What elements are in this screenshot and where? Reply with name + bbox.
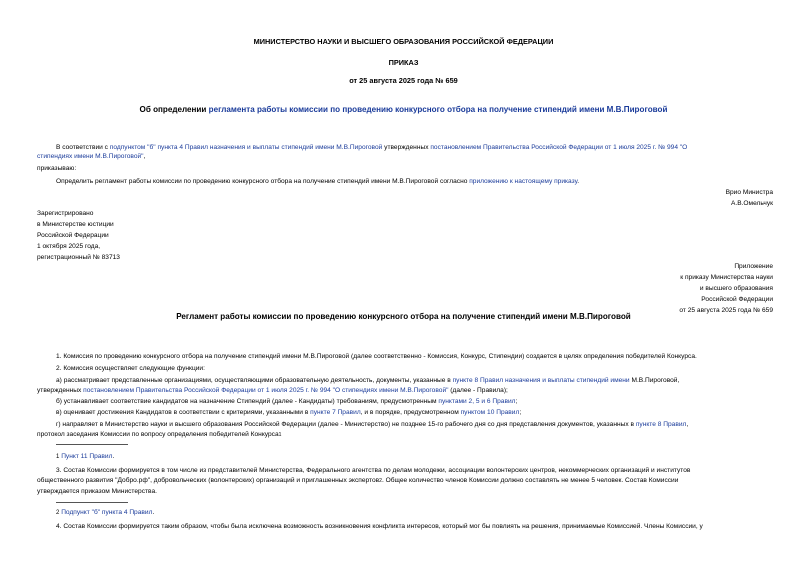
registration-line: регистрационный № 83713	[37, 254, 120, 261]
signer-title: Врио Министра	[725, 189, 773, 196]
link-point-10-rules[interactable]: пунктом 10 Правил	[460, 409, 520, 416]
reglament-item-v	[56, 408, 521, 417]
appendix-line: и высшего образования	[699, 285, 773, 292]
reglament-item-g-line-2	[37, 430, 281, 440]
order-title-link[interactable]: регламента работы комиссии по проведению конкурсного отбора на получение стипендий имени М.В.Пироговой	[208, 105, 668, 114]
footnote-marker: 1	[56, 454, 60, 460]
item-text: . Общее количество членов Комиссии должно составлять не менее 5 человек. Состав Комиссии	[381, 477, 679, 484]
appendix-line: Приложение	[734, 263, 773, 270]
footnote-marker: 2	[56, 510, 60, 516]
item-text: ;	[519, 409, 522, 416]
registration-line: в Министерстве юстиции	[37, 221, 114, 228]
appendix-line: от 25 августа 2025 года № 659	[679, 307, 773, 314]
item-text: а) рассматривает представленные организациями, осуществляющими образовательную деятельность, документы, указанные в	[56, 377, 453, 384]
preamble-line-2	[37, 152, 145, 161]
registration-line: Зарегистрировано	[37, 210, 94, 217]
reglament-item-3-line-3: утверждается приказом Министерства.	[37, 488, 157, 495]
ministry-heading: МИНИСТЕРСТВО НАУКИ И ВЫСШЕГО ОБРАЗОВАНИЯ РОССИЙСКОЙ ФЕДЕРАЦИИ	[253, 37, 554, 46]
footnote-1-link[interactable]: Пункт 11 Правил	[61, 453, 113, 460]
preamble-text: утвержденных	[382, 144, 431, 151]
link-government-decree-cont[interactable]: стипендиях имени М.В.Пироговой"	[37, 153, 144, 160]
reglament-title: Регламент работы комиссии по проведению конкурсного отбора на получение стипендий имени М.В.Пироговой	[176, 312, 631, 321]
registration-line: 1 октября 2025 года,	[37, 243, 101, 250]
link-subpoint-b-point-4[interactable]: подпунктом "б" пункта 4 Правил назначения и выплаты стипендий имени М.В.Пироговой	[109, 144, 383, 151]
order-title-prefix: Об определении	[139, 105, 209, 114]
link-point-7-rules[interactable]: пункте 7 Правил	[310, 409, 361, 416]
reglament-item-1: 1. Комиссия по проведению конкурсного отбора на получение стипендий имени М.В.Пироговой (далее соответственно - Комиссия, Конкурс, Стипендии) создается в целях определения победителей Конкурса.	[56, 353, 697, 360]
reglament-item-a-line-1	[56, 376, 679, 385]
item-text: протокол заседания Комиссии по вопросу определения победителей Конкурса	[37, 431, 279, 438]
item-text: утвержденных	[37, 387, 84, 394]
item-text: М.В.Пироговой,	[629, 377, 680, 384]
link-point-8-rules[interactable]: пункте 8 Правил назначения и выплаты стипендий имени	[452, 377, 630, 384]
item-text: ;	[515, 398, 518, 405]
reglament-item-3-line-2	[37, 476, 678, 486]
link-government-decree-994[interactable]: постановлением Правительства Российской Федерации от 1 июля 2025 г. № 994 "О стипендиях имени М.В.Пироговой"	[83, 387, 449, 394]
reglament-item-4-line-1: 4. Состав Комиссии формируется таким образом, чтобы была исключена возможность возникновения конфликта интересов, который мог бы повлиять на решения, принимаемые Комиссией. Члены Комиссии, у	[56, 523, 703, 530]
appendix-line: Российской Федерации	[701, 296, 773, 303]
reglament-item-b	[56, 397, 517, 406]
link-points-2-5-6[interactable]: пунктами 2, 5 и 6 Правил	[438, 398, 516, 405]
link-point-8-rules-2[interactable]: пункте 8 Правил	[635, 421, 687, 428]
footnote-text: .	[112, 453, 115, 460]
reglament-item-g-line-1	[56, 420, 688, 429]
footnote-text: .	[152, 509, 155, 516]
doc-type-heading: ПРИКАЗ	[388, 58, 419, 67]
item-text: ,	[686, 421, 689, 428]
appendix-line: к приказу Министерства науки	[680, 274, 773, 281]
footnote-2-link[interactable]: Подпункт "б" пункта 4 Правил	[61, 509, 153, 516]
footnote-separator	[56, 502, 128, 503]
preamble-line-1	[56, 143, 687, 152]
registration-line: Российской Федерации	[37, 232, 109, 239]
footnote-ref[interactable]: 1	[278, 432, 282, 438]
item-text: (далее - Правила);	[448, 387, 508, 394]
reglament-item-a-line-2	[37, 386, 508, 395]
order-title	[0, 105, 807, 114]
order-date-number: от 25 августа 2025 года № 659	[349, 76, 458, 85]
item-text: в) оценивает достижения Кандидатов в соответствии с критериями, указанными в	[56, 409, 311, 416]
order-verb: приказываю:	[37, 165, 77, 172]
footnote-1	[56, 452, 114, 462]
order-clause-text: Определить регламент работы комиссии по проведению конкурсного отбора на получение стипендий имени М.В.Пироговой согласно	[56, 178, 470, 185]
item-text: , и в порядке, предусмотренном	[360, 409, 461, 416]
item-text: общественного развития "Добро.рф", добровольческих (волонтерских) организаций и приглашенных экспертов	[37, 477, 380, 484]
footnote-ref[interactable]: 2	[379, 478, 382, 484]
order-clause-text: .	[577, 178, 580, 185]
item-text: г) направляет в Министерство науки и высшего образования Российской Федерации (далее - Министерство) не позднее 15-го рабочего дня со дня представления документов, указанных в	[56, 421, 636, 428]
reglament-item-3-line-1: 3. Состав Комиссии формируется в том числе из представителей Министерства, Федерального агентства по делам молодежи, ассоциации волонтерских центров, некоммерческих организаций и институтов	[56, 467, 691, 474]
order-clause	[56, 177, 579, 186]
item-text: б) устанавливает соответствие кандидатов на назначение Стипендий (далее - Кандидаты) требованиям, предусмотренным	[56, 398, 439, 405]
link-appendix[interactable]: приложению к настоящему приказу	[469, 178, 578, 185]
footnote-2	[56, 508, 154, 518]
signer-name: А.В.Омельчук	[730, 200, 773, 207]
link-government-decree[interactable]: постановлением Правительства Российской Федерации от 1 июля 2025 г. № 994 "О	[430, 144, 688, 151]
preamble-text: ,	[143, 153, 146, 160]
preamble-text: В соответствии с	[56, 144, 110, 151]
footnote-separator	[56, 444, 128, 445]
reglament-item-2: 2. Комиссия осуществляет следующие функции:	[56, 365, 205, 372]
